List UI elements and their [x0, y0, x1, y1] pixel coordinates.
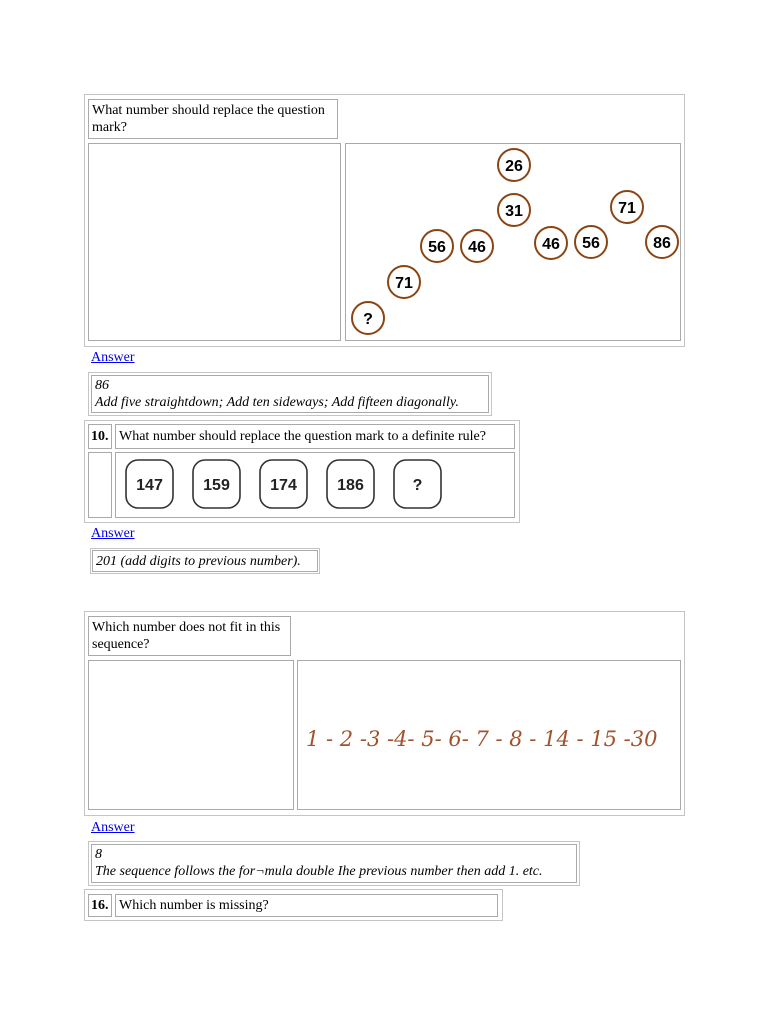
number-circle — [388, 266, 420, 298]
number-circle — [498, 149, 530, 181]
puzzle-10-question-text: What number should replace the question mark to a definite rule? — [119, 429, 486, 444]
puzzle-10-question — [115, 424, 515, 449]
puzzle-1-answer-value: 86 — [95, 378, 109, 393]
circle-label: 86 — [653, 235, 671, 252]
number-box-label: 147 — [136, 477, 163, 494]
puzzle-seq-blank-cell — [88, 660, 294, 810]
puzzle-10-answer-text: 201 (add digits to previous number). — [96, 554, 301, 569]
puzzle-1-blank-cell — [88, 143, 341, 341]
number-circle — [352, 302, 384, 334]
number-box-label: 186 — [337, 477, 364, 494]
circle-label: 26 — [505, 158, 523, 175]
circle-label: 46 — [542, 236, 560, 253]
puzzle-10-figure-cell — [115, 452, 515, 518]
number-circle — [646, 226, 678, 258]
circle-label: ? — [363, 311, 373, 328]
puzzle-16-number-text: 16. — [91, 898, 109, 913]
number-circle — [461, 230, 493, 262]
puzzle-seq-question — [88, 616, 291, 656]
puzzle-16-question-text: Which number is missing? — [119, 898, 269, 913]
puzzle-1-answer — [91, 375, 489, 413]
puzzle-1-answer-link[interactable]: Answer — [91, 350, 135, 365]
puzzle-16-number — [88, 894, 112, 917]
puzzle-seq-answer-link[interactable]: Answer — [91, 820, 135, 835]
number-box — [126, 460, 173, 508]
circle-label: 46 — [468, 239, 486, 256]
puzzle-seq-question-text: Which number does not fit in this sequence? — [92, 620, 281, 652]
circle-label: 56 — [582, 235, 600, 252]
puzzle-10-blank-cell — [88, 452, 112, 518]
number-box — [327, 460, 374, 508]
puzzle-10-number — [88, 424, 112, 449]
circle-label: 31 — [505, 203, 523, 220]
number-circle — [498, 194, 530, 226]
number-box — [394, 460, 441, 508]
number-boxes-figure — [116, 453, 514, 517]
number-circle — [535, 227, 567, 259]
circle-label: 71 — [618, 200, 636, 217]
puzzle-1-figure-cell — [345, 143, 681, 341]
circle-puzzle-figure — [346, 144, 680, 340]
circle-label: 71 — [395, 275, 413, 292]
circle-label: 56 — [428, 239, 446, 256]
puzzle-seq-answer — [91, 844, 577, 883]
puzzle-1-question-text: What number should replace the question mark? — [92, 103, 325, 135]
number-box-label: 174 — [270, 477, 297, 494]
puzzle-1-answer-explanation: Add five straightdown; Add ten sideways; Add fifteen diagonally. — [95, 395, 459, 410]
puzzle-seq-answer-explanation: The sequence follows the for¬mula double Ihe previous number then add 1. etc. — [95, 864, 543, 879]
puzzle-10-number-text: 10. — [91, 429, 109, 444]
sequence-text: 1 - 2 -3 -4- 5- 6- 7 - 8 - 14 - 15 -30 — [306, 727, 658, 751]
puzzle-10-answer-link[interactable]: Answer — [91, 526, 135, 541]
number-circle — [611, 191, 643, 223]
number-box-label: ? — [412, 477, 423, 494]
number-circle — [421, 230, 453, 262]
puzzle-seq-answer-value: 8 — [95, 847, 102, 862]
number-circle — [575, 226, 607, 258]
number-box — [193, 460, 240, 508]
sequence-figure — [298, 661, 680, 809]
puzzle-10-answer — [92, 550, 318, 572]
puzzle-1-question — [88, 99, 338, 139]
puzzle-seq-figure-cell — [297, 660, 681, 810]
number-box-label: 159 — [203, 477, 230, 494]
number-box — [260, 460, 307, 508]
puzzle-16-question — [115, 894, 498, 917]
